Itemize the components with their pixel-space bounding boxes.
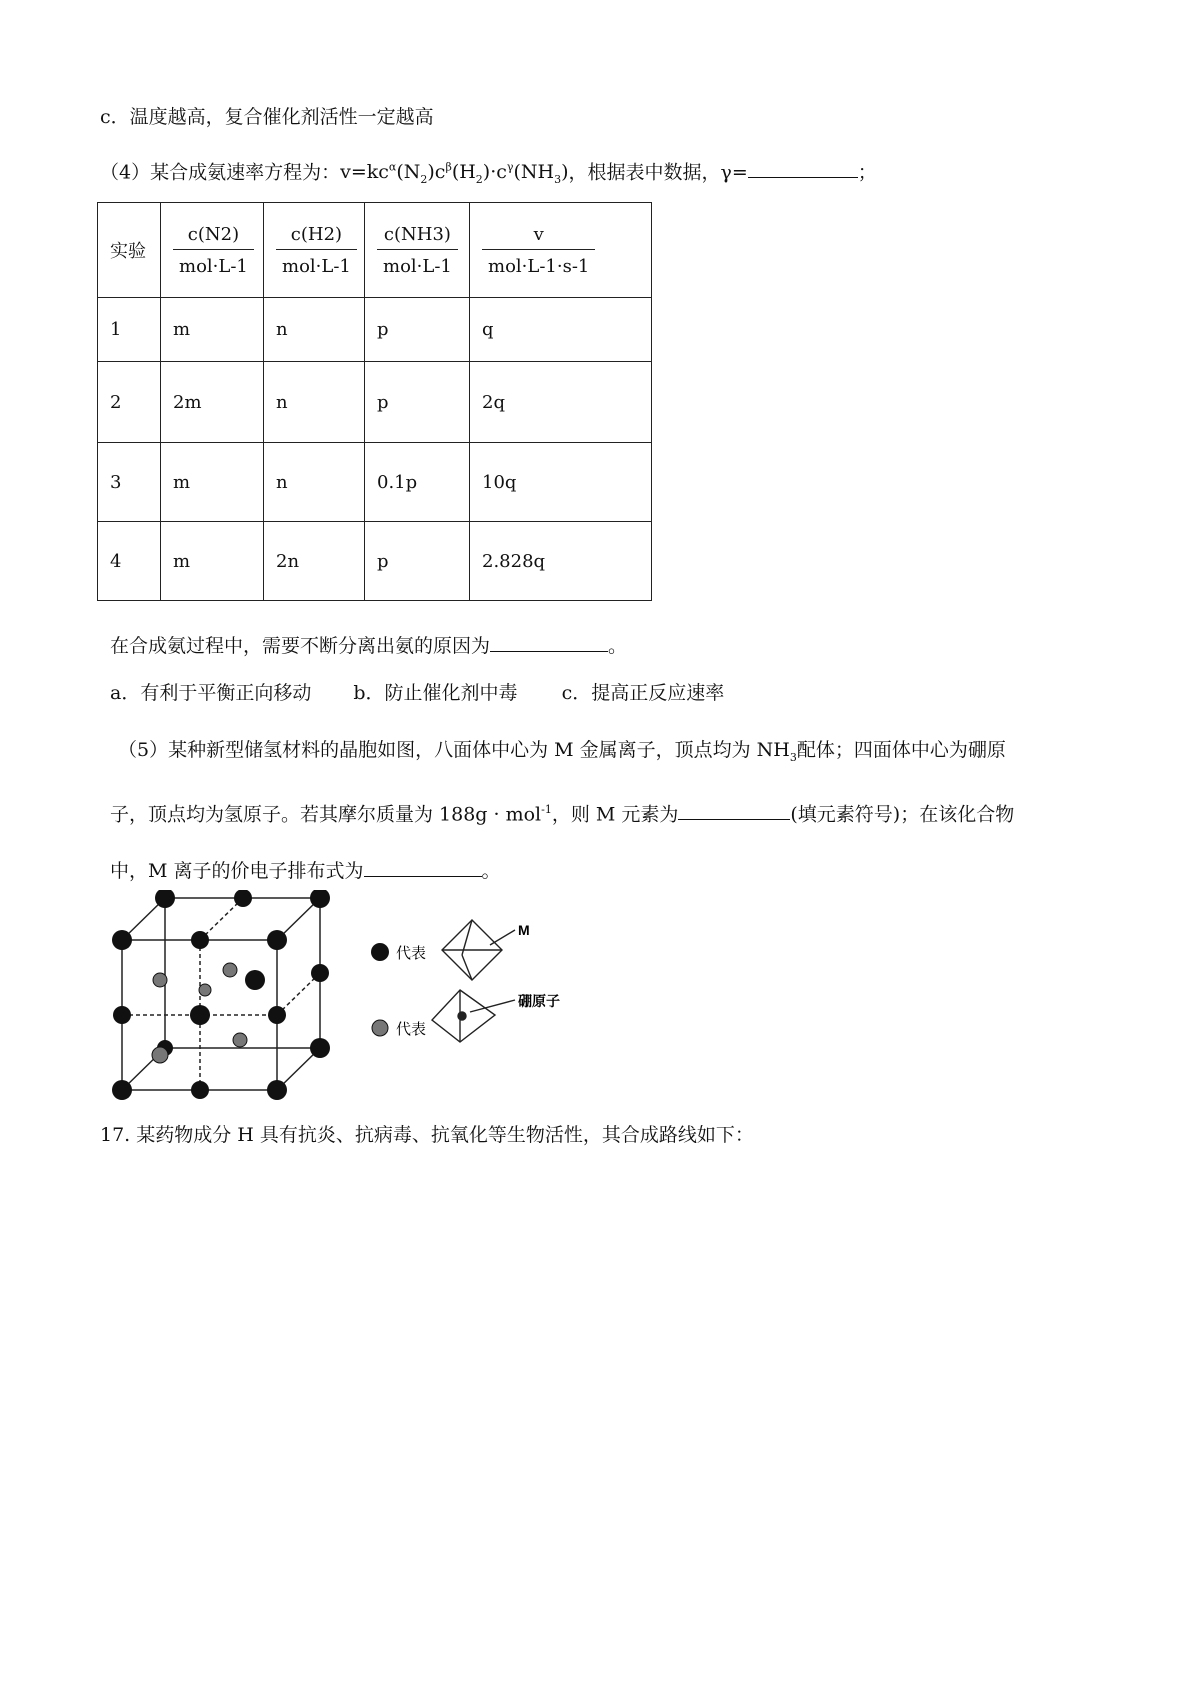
- options-line: [110, 684, 724, 703]
- table-header-cell: $\frac{c(H2)}{\text{mol·L-1}}$: [264, 203, 365, 298]
- table-cell: n: [264, 443, 365, 522]
- q4-end: ；: [857, 161, 877, 184]
- q5-text-3a: 中，M 离子的价电子排布式为: [110, 860, 364, 882]
- q4-suffix: ，根据表中数据，γ=: [568, 161, 748, 184]
- label-boron: 硼原子: [518, 993, 560, 1009]
- answer-blank-reason[interactable]: [490, 650, 608, 652]
- octahedron-icon: [442, 920, 515, 980]
- table-cell: 2q: [470, 362, 652, 443]
- q17-line: 17. 某药物成分 H 具有抗炎、抗病毒、抗氧化等生物活性，其合成路线如下：: [100, 1124, 754, 1146]
- table-cell: m: [161, 443, 264, 522]
- q5-text-2c: (填元素符号)；在该化合物: [790, 803, 1015, 826]
- option-b: b．防止催化剂中毒: [353, 682, 518, 704]
- q5-text-2b: ，则 M 元素为: [551, 803, 679, 826]
- q5-line-3: [110, 862, 501, 881]
- q5-line-1: （5）某种新型储氢材料的晶胞如图，八面体中心为 M 金属离子，顶点均为 $NH_3$配体；四面体中心为硼原: [118, 739, 1006, 764]
- table-row: [98, 362, 652, 443]
- table-cell: 0.1p: [365, 443, 470, 522]
- answer-blank-element[interactable]: [678, 818, 790, 820]
- table-cell: m: [161, 522, 264, 601]
- table-header-cell: $\frac{v}{\text{mol·L-1·s-1}}$: [470, 203, 652, 298]
- experiment-table: [97, 202, 652, 601]
- table-cell: 2.828q: [470, 522, 652, 601]
- table-cell: 2n: [264, 522, 365, 601]
- q5-text-1a: （5）某种新型储氢材料的晶胞如图，八面体中心为 M 金属离子，顶点均为 NH: [118, 739, 790, 761]
- table-header-cell: $\frac{c(N2)}{\text{mol·L-1}}$: [161, 203, 264, 298]
- cube-diagram: [122, 898, 320, 1090]
- rate-equation: $v=kc^\alpha(N_2)c^\beta(H_2)\cdot c^\gamma(NH_3)$: [340, 161, 569, 187]
- table-cell: 1: [98, 298, 161, 362]
- table-cell: n: [264, 298, 365, 362]
- table-cell: q: [470, 298, 652, 362]
- option-a: a．有利于平衡正向移动: [110, 682, 312, 704]
- table-header-cell: $\frac{c(NH3)}{\text{mol·L-1}}$: [365, 203, 470, 298]
- separate-reason-line: [110, 637, 627, 656]
- table-cell: n: [264, 362, 365, 443]
- q5-text-3b: 。: [481, 860, 501, 882]
- table-cell: p: [365, 362, 470, 443]
- table-row: [98, 522, 652, 601]
- crystal-cell-figure: [110, 890, 610, 1100]
- legend-gray-label: 代表: [396, 1021, 427, 1038]
- separate-end: 。: [608, 635, 628, 657]
- legend-black-label: 代表: [396, 945, 427, 962]
- table-cell: m: [161, 298, 264, 362]
- label-m: M: [518, 922, 530, 938]
- q5-line-2: 子，顶点均为氢原子。若其摩尔质量为 188g · mol$^{-1}$，则 M 元素为 (填元素符号)；在该化合物: [110, 803, 1015, 826]
- option-c-line: c．温度越高，复合催化剂活性一定越高: [100, 106, 434, 128]
- table-cell: 10q: [470, 443, 652, 522]
- tetrahedron-icon: [432, 990, 515, 1042]
- table-cell: 4: [98, 522, 161, 601]
- table-row: [98, 298, 652, 362]
- answer-blank-gamma[interactable]: [748, 176, 858, 178]
- answer-blank-config[interactable]: [364, 875, 482, 877]
- table-cell: 2m: [161, 362, 264, 443]
- table-cell: 3: [98, 443, 161, 522]
- option-c: c．提高正反应速率: [561, 682, 725, 704]
- q5-text-1b: 配体；四面体中心为硼原: [796, 739, 1006, 761]
- table-row: [98, 443, 652, 522]
- legend-black-dot: [371, 943, 389, 961]
- legend-gray-dot: [372, 1020, 388, 1036]
- table-header-cell: 实验: [98, 203, 161, 298]
- table-cell: 2: [98, 362, 161, 443]
- q4-prefix: （4）某合成氨速率方程为：: [100, 161, 341, 184]
- table-cell: p: [365, 522, 470, 601]
- separate-reason-text: 在合成氨过程中，需要不断分离出氨的原因为: [110, 635, 491, 657]
- table-header-row: [98, 203, 652, 298]
- q5-text-2a: 子，顶点均为氢原子。若其摩尔质量为 188g · mol: [110, 803, 542, 826]
- q4-line: [100, 162, 877, 185]
- table-cell: p: [365, 298, 470, 362]
